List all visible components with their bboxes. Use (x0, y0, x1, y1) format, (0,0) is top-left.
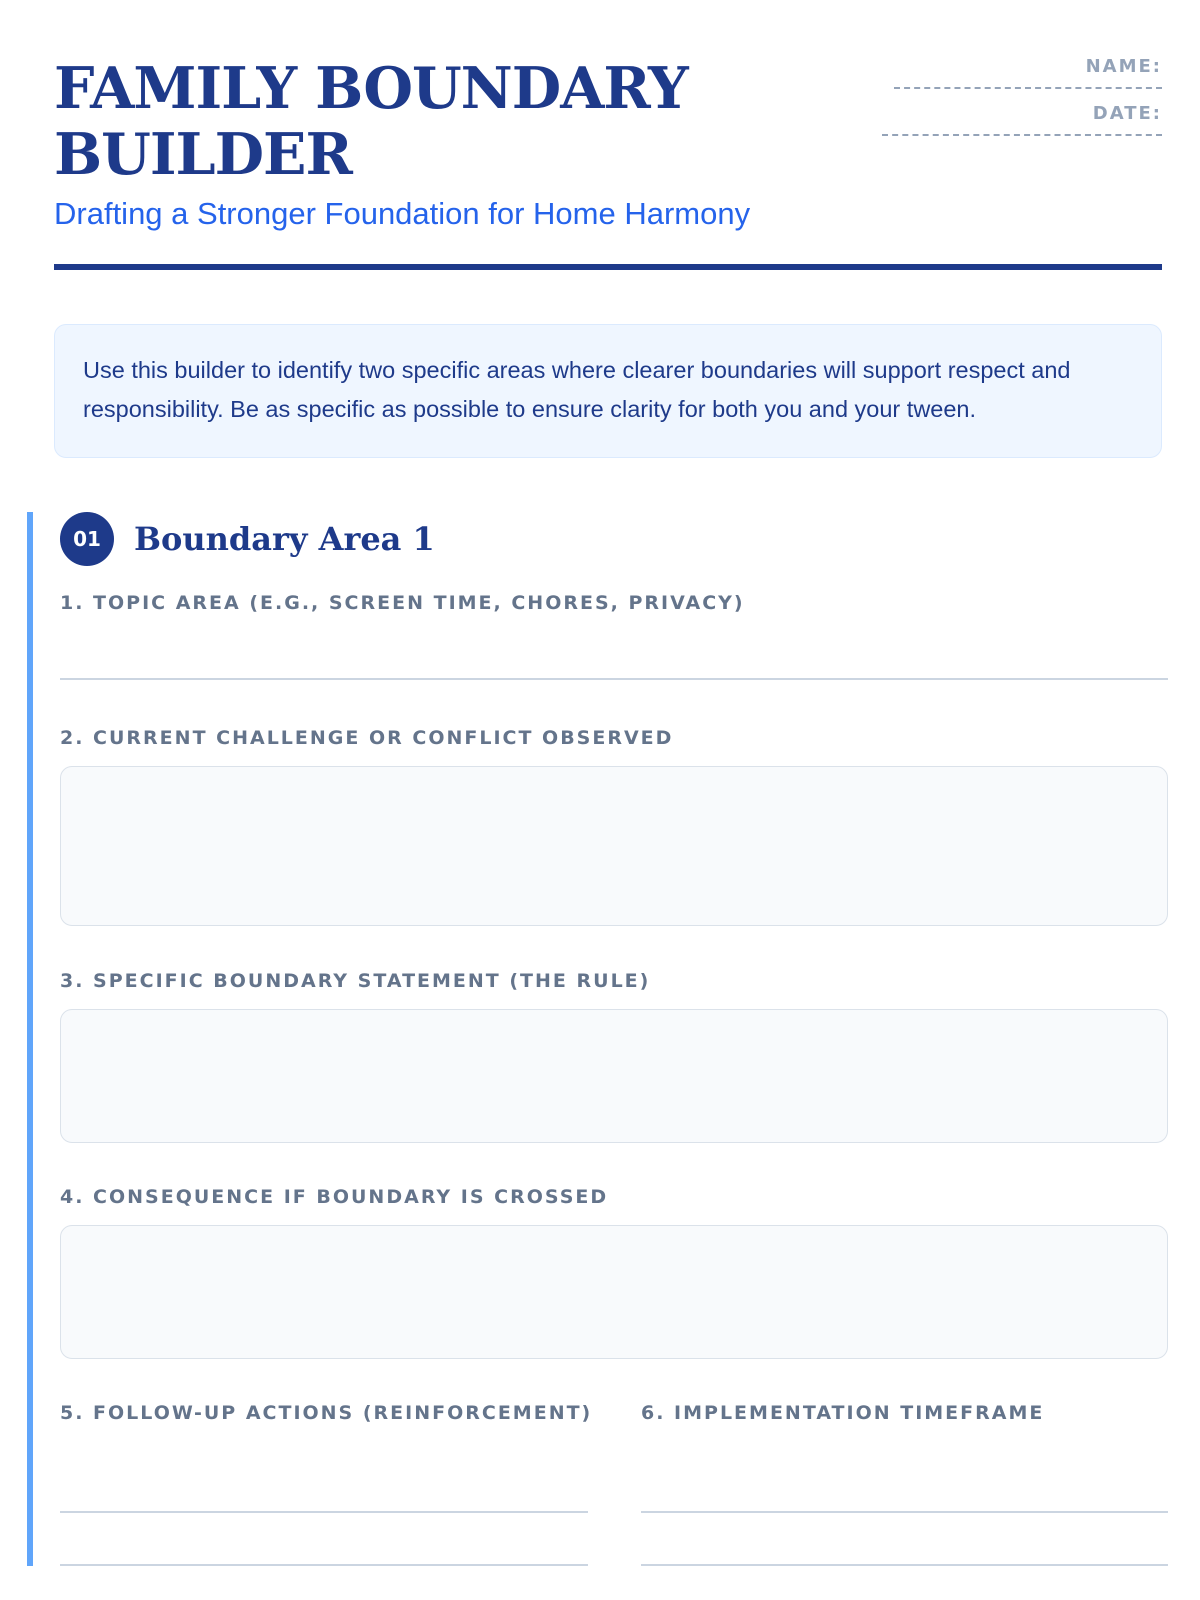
consequence-label: 4. CONSEQUENCE IF BOUNDARY IS CROSSED (60, 1186, 609, 1208)
date-label: DATE: (1092, 103, 1162, 124)
timeframe-input-line-1[interactable] (641, 1511, 1168, 1513)
statement-input-box[interactable] (60, 1009, 1168, 1143)
date-field[interactable] (882, 124, 1162, 136)
timeframe-input-line-2[interactable] (641, 1564, 1168, 1566)
consequence-input-box[interactable] (60, 1225, 1168, 1359)
challenge-input-box[interactable] (60, 766, 1168, 926)
page-title: FAMILY BOUNDARY BUILDER (54, 55, 688, 188)
name-field[interactable] (894, 77, 1162, 89)
page-subtitle: Drafting a Stronger Foundation for Home Harmony (54, 196, 751, 231)
topic-input-line[interactable] (60, 678, 1168, 680)
timeframe-label: 6. IMPLEMENTATION TIMEFRAME (641, 1402, 1045, 1424)
boundary-area-section (27, 512, 1162, 1566)
header-divider (54, 264, 1162, 270)
intro-text: Use this builder to identify two specific areas where clearer boundaries will support respect and responsibility. Be as specific as possible to ensure clarity for both you and your tween. (83, 357, 1071, 422)
worksheet-header (54, 56, 1162, 270)
section-number-badge: 01 (60, 512, 114, 566)
followup-input-line-1[interactable] (60, 1511, 588, 1513)
followup-input-line-2[interactable] (60, 1564, 588, 1566)
intro-box (54, 324, 1162, 458)
name-label: NAME: (1085, 56, 1162, 77)
name-date-block (862, 56, 1162, 150)
followup-label: 5. FOLLOW-UP ACTIONS (REINFORCEMENT) (60, 1402, 593, 1424)
statement-label: 3. SPECIFIC BOUNDARY STATEMENT (THE RULE) (60, 970, 651, 992)
section-title: Boundary Area 1 (134, 520, 435, 558)
topic-label: 1. TOPIC AREA (E.G., SCREEN TIME, CHORES, PRIVACY) (60, 592, 745, 614)
challenge-label: 2. CURRENT CHALLENGE OR CONFLICT OBSERVED (60, 727, 674, 749)
section-header (60, 512, 435, 566)
